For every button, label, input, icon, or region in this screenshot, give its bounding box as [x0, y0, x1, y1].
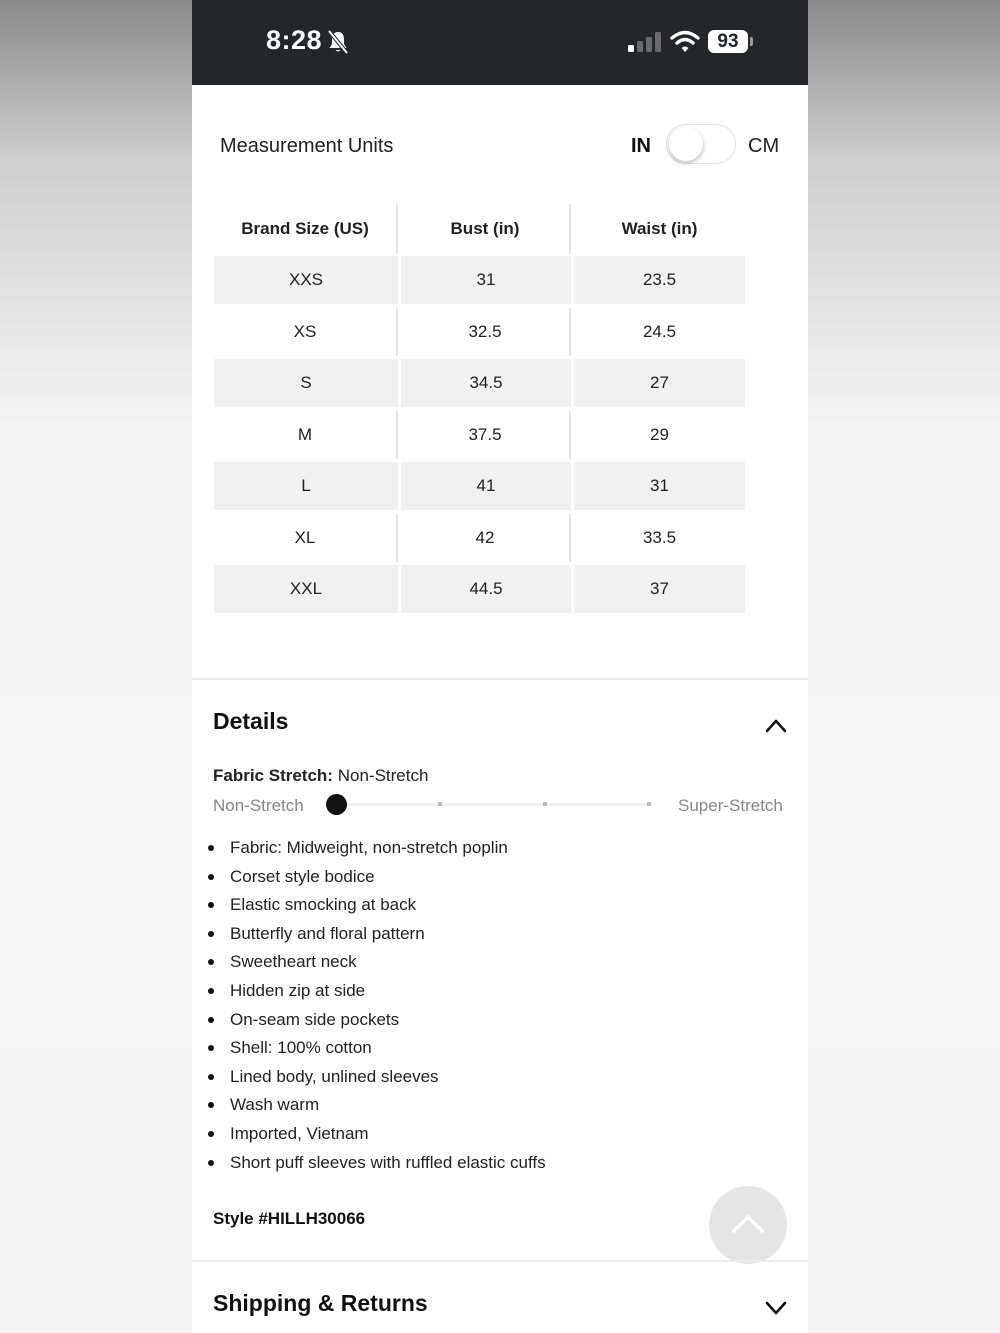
header-bust: Bust (in): [401, 204, 571, 254]
scroll-to-top-button[interactable]: [709, 1186, 787, 1264]
section-divider: [192, 678, 808, 680]
size-cell: XXS: [214, 256, 398, 304]
stretch-indicator: [326, 794, 347, 815]
list-item: Sweetheart neck: [192, 948, 546, 977]
size-cell: M: [214, 411, 398, 459]
unit-cm-label[interactable]: CM: [748, 135, 780, 157]
list-item: On-seam side pockets: [192, 1006, 546, 1035]
size-cell: XS: [214, 308, 398, 356]
feature-list: [192, 834, 546, 1177]
unit-in-label[interactable]: IN: [631, 135, 651, 157]
fabric-stretch-label: Fabric Stretch:: [213, 766, 333, 785]
list-item: Corset style bodice: [192, 863, 546, 892]
signal-icon: [628, 31, 662, 53]
waist-cell: 31: [574, 462, 745, 510]
shipping-returns-title[interactable]: Shipping & Returns: [213, 1290, 428, 1316]
fabric-stretch-line: [213, 766, 428, 786]
size-chart-table: [214, 204, 745, 617]
table-row: [214, 565, 745, 613]
stretch-scale: [192, 792, 808, 820]
wifi-icon: [670, 30, 700, 54]
battery-indicator: 93: [708, 30, 748, 53]
stretch-tick: [647, 802, 651, 806]
status-time: 8:28: [266, 25, 323, 55]
list-item: Imported, Vietnam: [192, 1120, 546, 1149]
stretch-tick: [438, 802, 442, 806]
list-item: Shell: 100% cotton: [192, 1034, 546, 1063]
bell-muted-icon: [326, 29, 350, 55]
list-item: Butterfly and floral pattern: [192, 920, 546, 949]
size-cell: L: [214, 462, 398, 510]
stretch-tick: [543, 802, 547, 806]
stretch-max-label: Super-Stretch: [678, 796, 783, 815]
bust-cell: 32.5: [401, 308, 571, 356]
list-item: Wash warm: [192, 1091, 546, 1120]
details-section-title[interactable]: Details: [213, 708, 289, 734]
section-divider: [192, 1260, 808, 1262]
measurement-units-label: Measurement Units: [220, 135, 394, 157]
bust-cell: 41: [401, 462, 571, 510]
table-row: [214, 308, 745, 356]
waist-cell: 33.5: [642, 527, 677, 547]
list-item: Lined body, unlined sleeves: [192, 1063, 546, 1092]
waist-cell: 27: [574, 359, 745, 407]
bust-cell: 34.5: [401, 359, 571, 407]
table-row: [214, 411, 745, 459]
waist-cell: 24.5: [642, 321, 677, 341]
bust-cell: 37.5: [401, 411, 571, 459]
waist-cell: 23.5: [574, 256, 745, 304]
waist-cell: 29: [650, 424, 669, 444]
list-item: Hidden zip at side: [192, 977, 546, 1006]
list-item: Elastic smocking at back: [192, 891, 546, 920]
chevron-down-icon[interactable]: [764, 1299, 788, 1317]
bust-cell: 42: [401, 514, 571, 562]
size-cell: XXL: [214, 565, 398, 613]
style-number: Style #HILLH30066: [213, 1209, 366, 1228]
size-cell: S: [214, 359, 398, 407]
table-row: [214, 462, 745, 510]
chevron-up-icon: [731, 1212, 765, 1234]
waist-cell: 37: [574, 565, 745, 613]
phone-screen: [192, 0, 808, 1333]
header-brand-size: Brand Size (US): [214, 204, 398, 254]
status-bar: [192, 0, 808, 85]
header-waist: Waist (in): [621, 219, 698, 238]
battery-tip: [750, 37, 753, 46]
table-row: [214, 256, 745, 304]
size-cell: XL: [214, 514, 398, 562]
table-header-row: [214, 204, 745, 254]
toggle-knob: [669, 127, 703, 161]
bust-cell: 44.5: [401, 565, 571, 613]
table-row: [214, 514, 745, 562]
units-toggle[interactable]: [666, 124, 736, 164]
list-item: Short puff sleeves with ruffled elastic cuffs: [192, 1149, 546, 1178]
chevron-up-icon[interactable]: [764, 716, 788, 734]
list-item: Fabric: Midweight, non-stretch poplin: [192, 834, 546, 863]
stretch-min-label: Non-Stretch: [213, 796, 304, 815]
stretch-track: [336, 803, 652, 806]
table-row: [214, 359, 745, 407]
fabric-stretch-value: Non-Stretch: [337, 766, 429, 785]
measurement-units-row: [192, 118, 808, 178]
bust-cell: 31: [401, 256, 571, 304]
